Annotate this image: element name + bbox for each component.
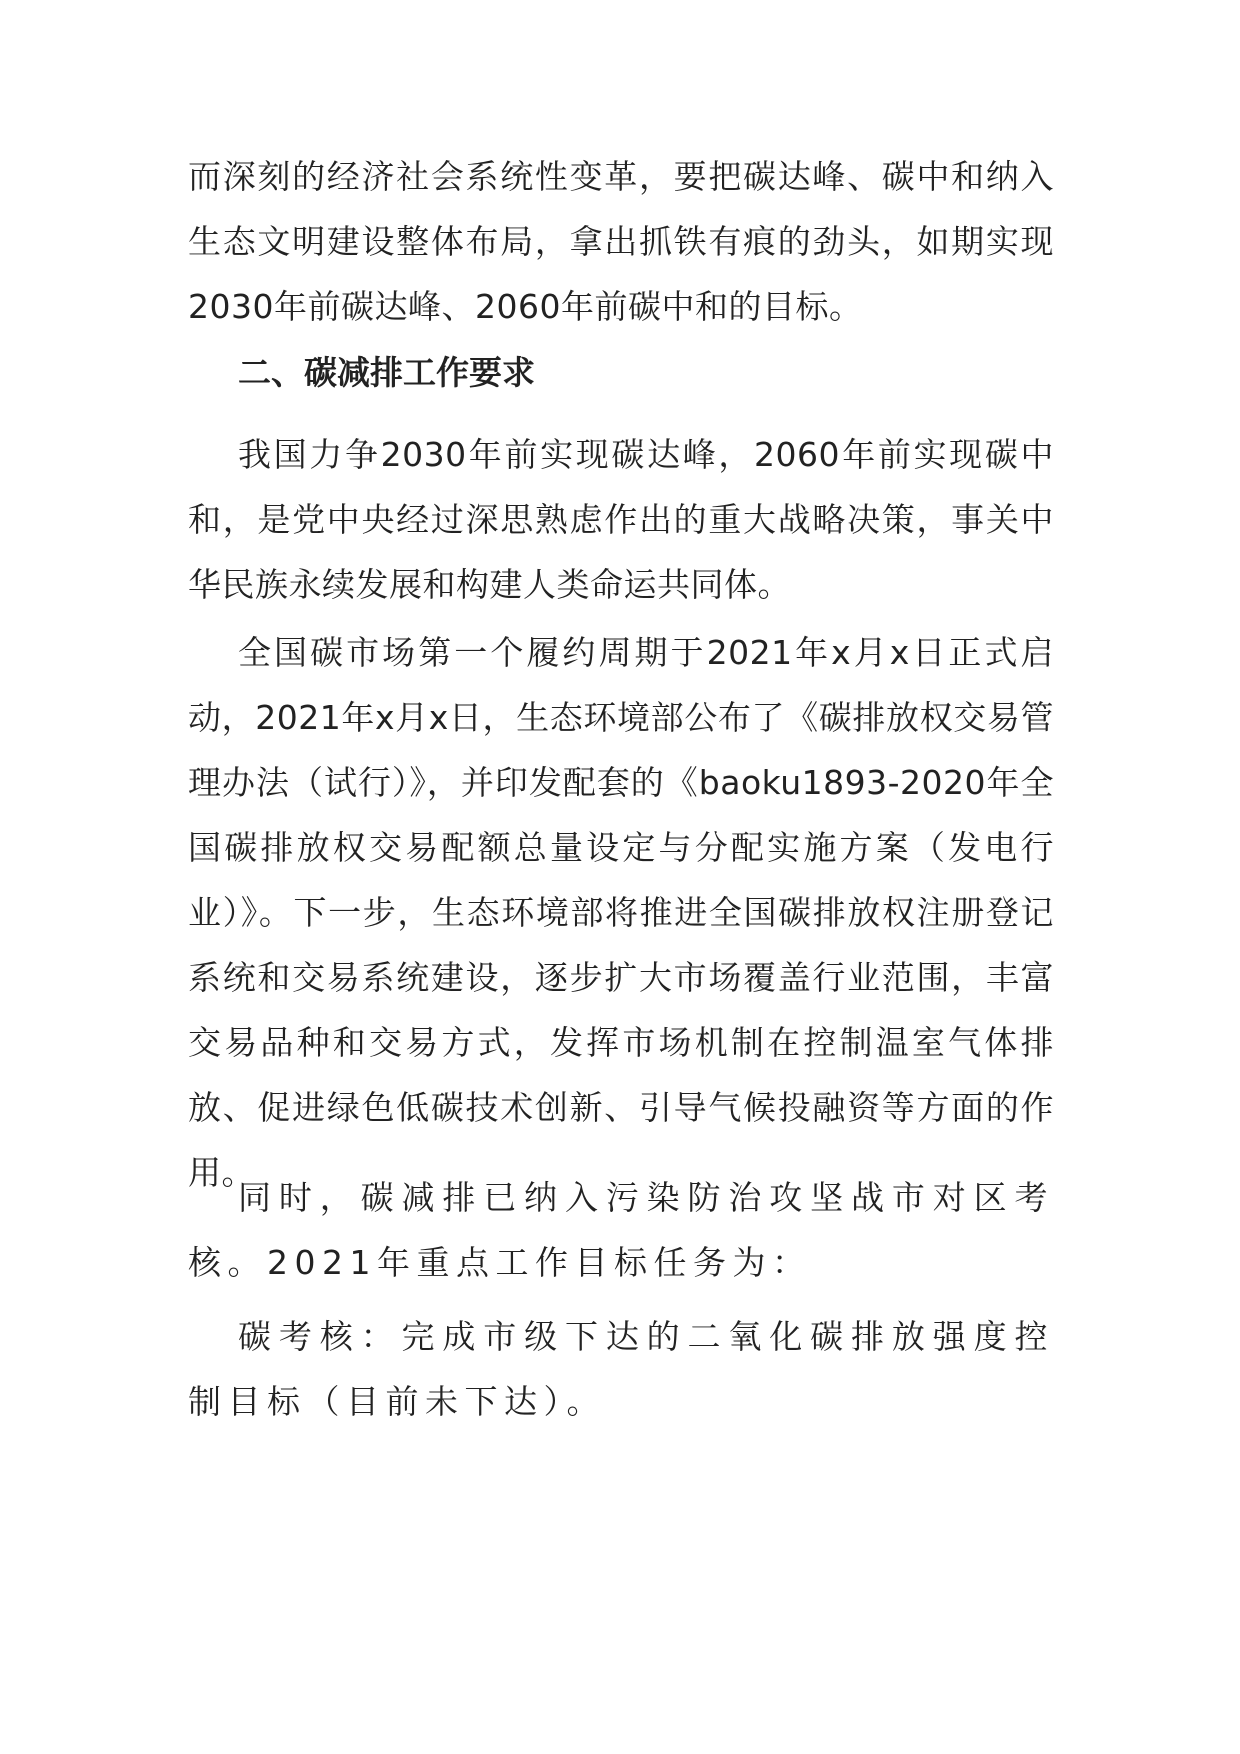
paragraph-carbon-goals: 我国力争2030年前实现碳达峰，2060年前实现碳中和，是党中央经过深思熟虑作出的重大战略决策，事关中华民族永续发展和构建人类命运共同体。 bbox=[188, 435, 1054, 604]
paragraph-carbon-market: 全国碳市场第一个履约周期于2021年x月x日正式启动，2021年x月x日，生态环境部公布了《碳排放权交易管理办法（试行）》，并印发配套的《baoku1893-2020年全国碳排放权交易配额总量设定与分配实施方案（发电行业）》。下一步，生态环境部将推进全国碳排放权注册登记系统和交易系统建设，逐步扩大市场覆盖行业范围，丰富交易品种和交易方式，发挥市场机制在控制温室气体排放、促进绿色低碳技术创新、引导气候投融资等方面的作用。 bbox=[188, 633, 1054, 1192]
paragraph-assessment: 同时，碳减排已纳入污染防治攻坚战市对区考核。2021年重点工作目标任务为： bbox=[188, 1178, 1054, 1282]
paragraph-continuation: 而深刻的经济社会系统性变革，要把碳达峰、碳中和纳入生态文明建设整体布局，拿出抓铁有痕的劲头，如期实现2030年前碳达峰、2060年前碳中和的目标。 bbox=[188, 157, 1054, 326]
paragraph-carbon-target: 碳考核：完成市级下达的二氧化碳排放强度控制目标（目前未下达）。 bbox=[188, 1317, 1054, 1421]
section-heading: 二、碳减排工作要求 bbox=[238, 353, 535, 392]
